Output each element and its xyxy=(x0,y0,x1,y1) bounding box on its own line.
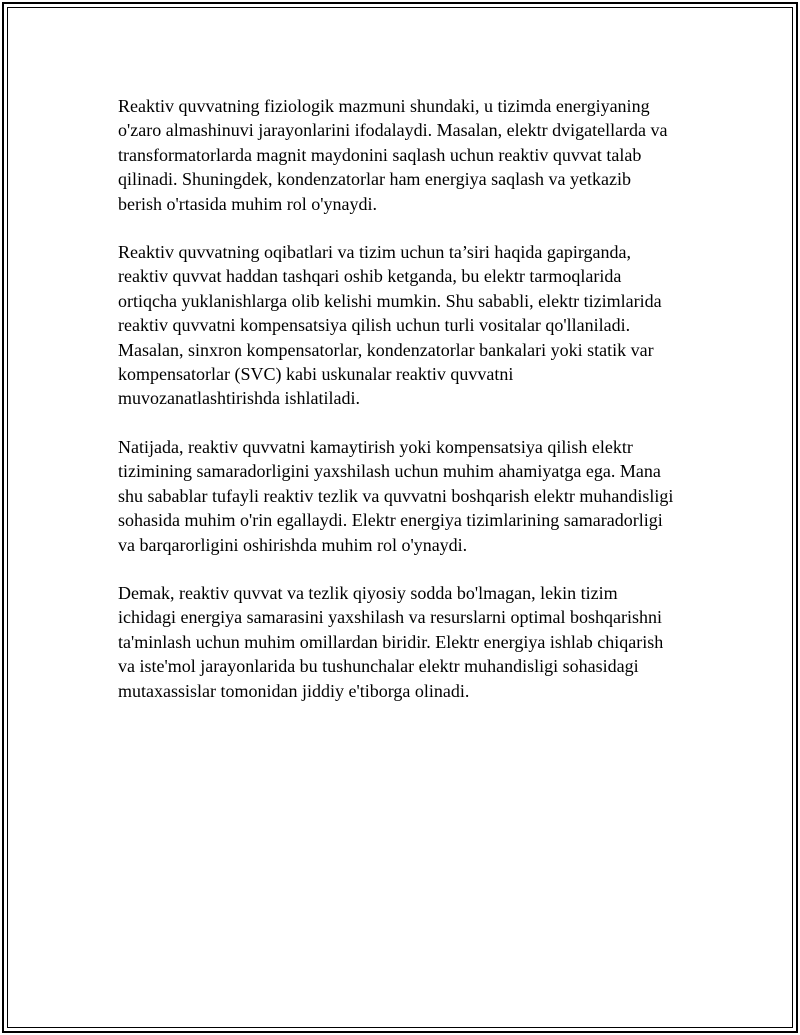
text-line: reaktiv quvvatni kompensatsiya qilish uchun turli vositalar qo'llaniladi. xyxy=(118,315,631,336)
text-line: berish o'rtasida muhim rol o'ynaydi. xyxy=(118,193,377,214)
text-line: va barqarorligini oshirishda muhim rol o'ynaydi. xyxy=(118,534,468,555)
text-line: shu sabablar tufayli reaktiv tezlik va quvvatni boshqarish elektr muhandisligi xyxy=(118,485,674,506)
text-line: Masalan, sinxron kompensatorlar, kondenzatorlar bankalari yoki statik var xyxy=(118,339,654,360)
text-line: muvozanatlashtirishda ishlatiladi. xyxy=(118,388,360,409)
paragraph-3 xyxy=(118,435,703,557)
text-line: sohasida muhim o'rin egallaydi. Elektr energiya tizimlarining samaradorligi xyxy=(118,510,663,531)
text-line: kompensatorlar (SVC) kabi uskunalar reaktiv quvvatni xyxy=(118,364,514,385)
text-line: qilinadi. Shuningdek, kondenzatorlar ham energiya saqlash va yetkazib xyxy=(118,169,632,190)
text-line: reaktiv quvvat haddan tashqari oshib ketganda, bu elektr tarmoqlarida xyxy=(118,266,622,287)
text-line: ortiqcha yuklanishlarga olib kelishi mumkin. Shu sababli, elektr tizimlarida xyxy=(118,290,662,311)
text-line: mutaxassislar tomonidan jiddiy e'tiborga olinadi. xyxy=(118,680,470,701)
text-line: va iste'mol jarayonlarida bu tushunchalar elektr muhandisligi sohasidagi xyxy=(118,656,639,677)
paragraph-4 xyxy=(118,581,703,703)
text-line: o'zaro almashinuvi jarayonlarini ifodalaydi. Masalan, elektr dvigatellarda va xyxy=(118,120,668,141)
text-line: tizimining samaradorligini yaxshilash uchun muhim ahamiyatga ega. Mana xyxy=(118,461,661,482)
text-line: ichidagi energiya samarasini yaxshilash va resurslarni optimal boshqarishni xyxy=(118,607,663,628)
text-line: Natijada, reaktiv quvvatni kamaytirish yoki kompensatsiya qilish elektr xyxy=(118,436,633,457)
text-line: Reaktiv quvvatning fiziologik mazmuni shundaki, u tizimda energiyaning xyxy=(118,96,650,116)
text-line: Demak, reaktiv quvvat va tezlik qiyosiy sodda bo'lmagan, lekin tizim xyxy=(118,582,618,603)
document-body xyxy=(118,94,703,727)
paragraph-1 xyxy=(118,94,703,216)
paragraph-2 xyxy=(118,240,703,411)
text-line: Reaktiv quvvatning oqibatlari va tizim uchun ta’siri haqida gapirganda, xyxy=(118,242,632,263)
text-line: transformatorlarda magnit maydonini saqlash uchun reaktiv quvvat talab xyxy=(118,144,642,165)
text-line: ta'minlash uchun muhim omillardan biridir. Elektr energiya ishlab chiqarish xyxy=(118,631,664,652)
document-page xyxy=(2,2,798,1033)
